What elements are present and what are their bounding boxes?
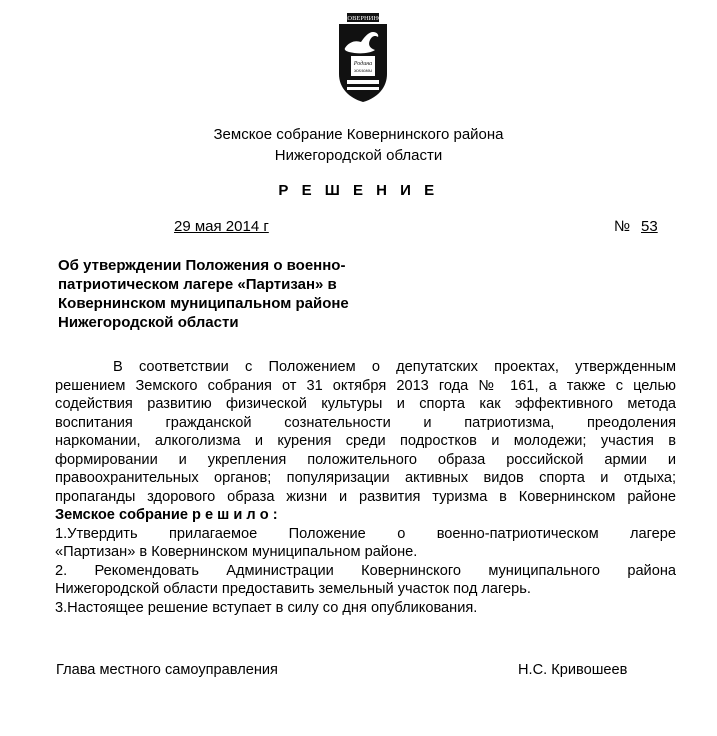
coat-of-arms-logo [331, 8, 395, 104]
preamble-line: В соответствии с Положением о депутатских проектах, утвержденным [113, 359, 676, 375]
preamble-line: решением Земского собрания от 31 октября 2013 года № 161, а также с целью [55, 377, 676, 394]
preamble-line: формировании и укрепления положительного образа российской армии и [55, 451, 676, 468]
svg-text:хохломы: хохломы [354, 69, 372, 74]
svg-text:Родина: Родина [353, 61, 373, 67]
subject-line: Нижегородской области [58, 314, 239, 331]
preamble-line: содействия развитию физической культуры и спорта как эффективного метода [55, 396, 676, 412]
resolved-heading: Земское собрание р е ш и л о : [55, 507, 278, 523]
document-date: 29 мая 2014 г [174, 218, 269, 235]
preamble-line: правоохранительных органов; популяризации активных видов спорта и отдыха; [55, 470, 676, 486]
document-number-label: № [614, 218, 631, 235]
subject-line: патриотическом лагере «Партизан» в [58, 276, 337, 293]
document-number: 53 [641, 218, 658, 235]
organization-region: Нижегородской области [274, 147, 443, 164]
document-subject [58, 256, 398, 332]
signatory-position: Глава местного самоуправления [56, 662, 278, 678]
item-1-line: 1.Утвердить прилагаемое Положение о военно-патриотическом лагере [55, 525, 676, 542]
crest-banner-text: КОВЕРНИНО [343, 15, 383, 22]
subject-line: Об утверждении Положения о военно- [58, 257, 346, 274]
preamble-line: воспитания гражданской сознательности и патриотизма, преодоления [55, 414, 676, 431]
organization-name: Земское собрание Ковернинского района [213, 126, 504, 143]
document-type-title: Р Е Ш Е Н И Е [278, 182, 439, 199]
preamble-line: пропаганды здорового образа жизни и развития туризма в Ковернинском районе [55, 488, 676, 505]
preamble-line: наркомании, алкоголизма и курения среди подростков и молодежи; участия в [55, 433, 676, 449]
preamble-paragraph [55, 358, 676, 617]
item-3: 3.Настоящее решение вступает в силу со дня опубликования. [55, 599, 478, 616]
item-2-line: 2. Рекомендовать Администрации Ковернинского муниципального района [55, 562, 676, 579]
subject-line: Ковернинском муниципальном районе [58, 295, 349, 312]
item-2-line: Нижегородской области предоставить земельный участок под лагерь. [55, 581, 531, 597]
item-1-line: «Партизан» в Ковернинском муниципальном районе. [55, 544, 418, 560]
signatory-name: Н.С. Кривошеев [518, 662, 628, 678]
